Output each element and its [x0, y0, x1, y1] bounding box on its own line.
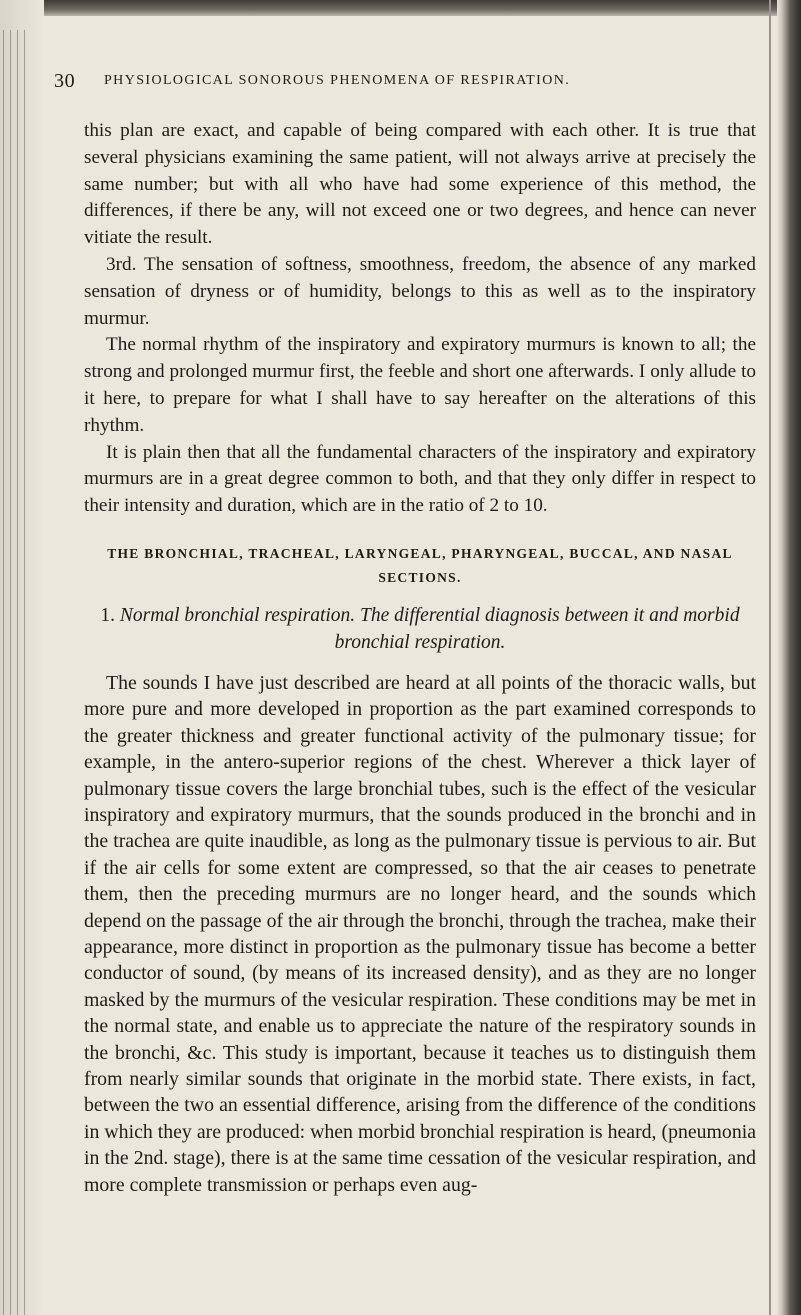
book-page: [54, 0, 754, 1315]
right-page-edge: [777, 0, 801, 1315]
page-number: 30: [54, 70, 76, 92]
paragraph-3: The normal rhythm of the inspiratory and expiratory murmurs is known to all; the strong and prolonged murmur first, the feeble and short one afterwards. I only allude to it here, to prepare for what I shall have to say hereafter on the alterations of this rhythm.: [84, 334, 756, 436]
page-body: [84, 118, 756, 1198]
main-paragraph: The sounds I have just described are heard at all points of the thoracic walls, but more pure and more developed in proportion as the part examined corresponds to the greater thickness and greater functional activity of the pulmonary tissue; for example, in the antero-superior regions of the chest. Wherever a thick layer of pulmonary tissue covers the large bronchial tubes, such is the effect of the vesicular inspiratory and expiratory murmurs, that the sounds produced in the bronchi and in the trachea are quite inaudible, as long as the pulmonary tissue is pervious to air. But if the air cells for some extent are compressed, so that the air ceases to penetrate them, then the preceding murmurs are no longer heard, and the sounds which depend on the passage of the air through the bronchi, through the trachea, make their appearance, more distinct in proportion as the pulmonary tissue has become a better conductor of sound, (by means of its increased density), and as they are no longer masked by the murmurs of the vesicular respiration. These conditions may be met in the normal state, and enable us to appreciate the nature of the respiratory sounds in the bronchi, &c. This study is important, because it teaches us to distinguish them from nearly similar sounds that originate in the morbid state. There exists, in fact, between the two an essential difference, arising from the difference of the conditions in which they are produced: when morbid bronchial respiration is heard, (pneumonia in the 2nd. stage), there is at the same time cessation of the vesicular respiration, and more complete transmission or perhaps even aug-: [84, 671, 756, 1196]
section-heading: THE BRONCHIAL, TRACHEAL, LARYNGEAL, PHARYNGEAL, BUCCAL, AND NASAL SECTIONS.: [107, 545, 733, 585]
subsection-number: 1.: [100, 604, 116, 626]
running-title: PHYSIOLOGICAL SONOROUS PHENOMENA OF RESPIRATION.: [104, 73, 571, 88]
subsection-title: Normal bronchial respiration. The differential diagnosis between it and morbid bronchial respiration.: [119, 604, 740, 653]
subsection-heading: [84, 602, 756, 656]
paragraph-1: this plan are exact, and capable of being compared with each other. It is true that several physicians examining the same patient, will not always arrive at precisely the same number; but with all who have had some experience of this method, the differences, if there be any, will not exceed one or two degrees, and hence can never vitiate the result.: [84, 120, 756, 249]
paragraph-2: 3rd. The sensation of softness, smoothness, freedom, the absence of any marked sensation of dryness or of humidity, belongs to this as well as to the inspiratory murmur.: [84, 253, 756, 329]
binding-gutter: [0, 30, 26, 1315]
paragraph-4: It is plain then that all the fundamental characters of the inspiratory and expiratory murmurs are in a great degree common to both, and that they only differ in respect to their intensity and duration, which are in the ratio of 2 to 10.: [84, 441, 756, 517]
right-page-crease: [769, 0, 771, 1315]
page-header: [54, 70, 754, 100]
